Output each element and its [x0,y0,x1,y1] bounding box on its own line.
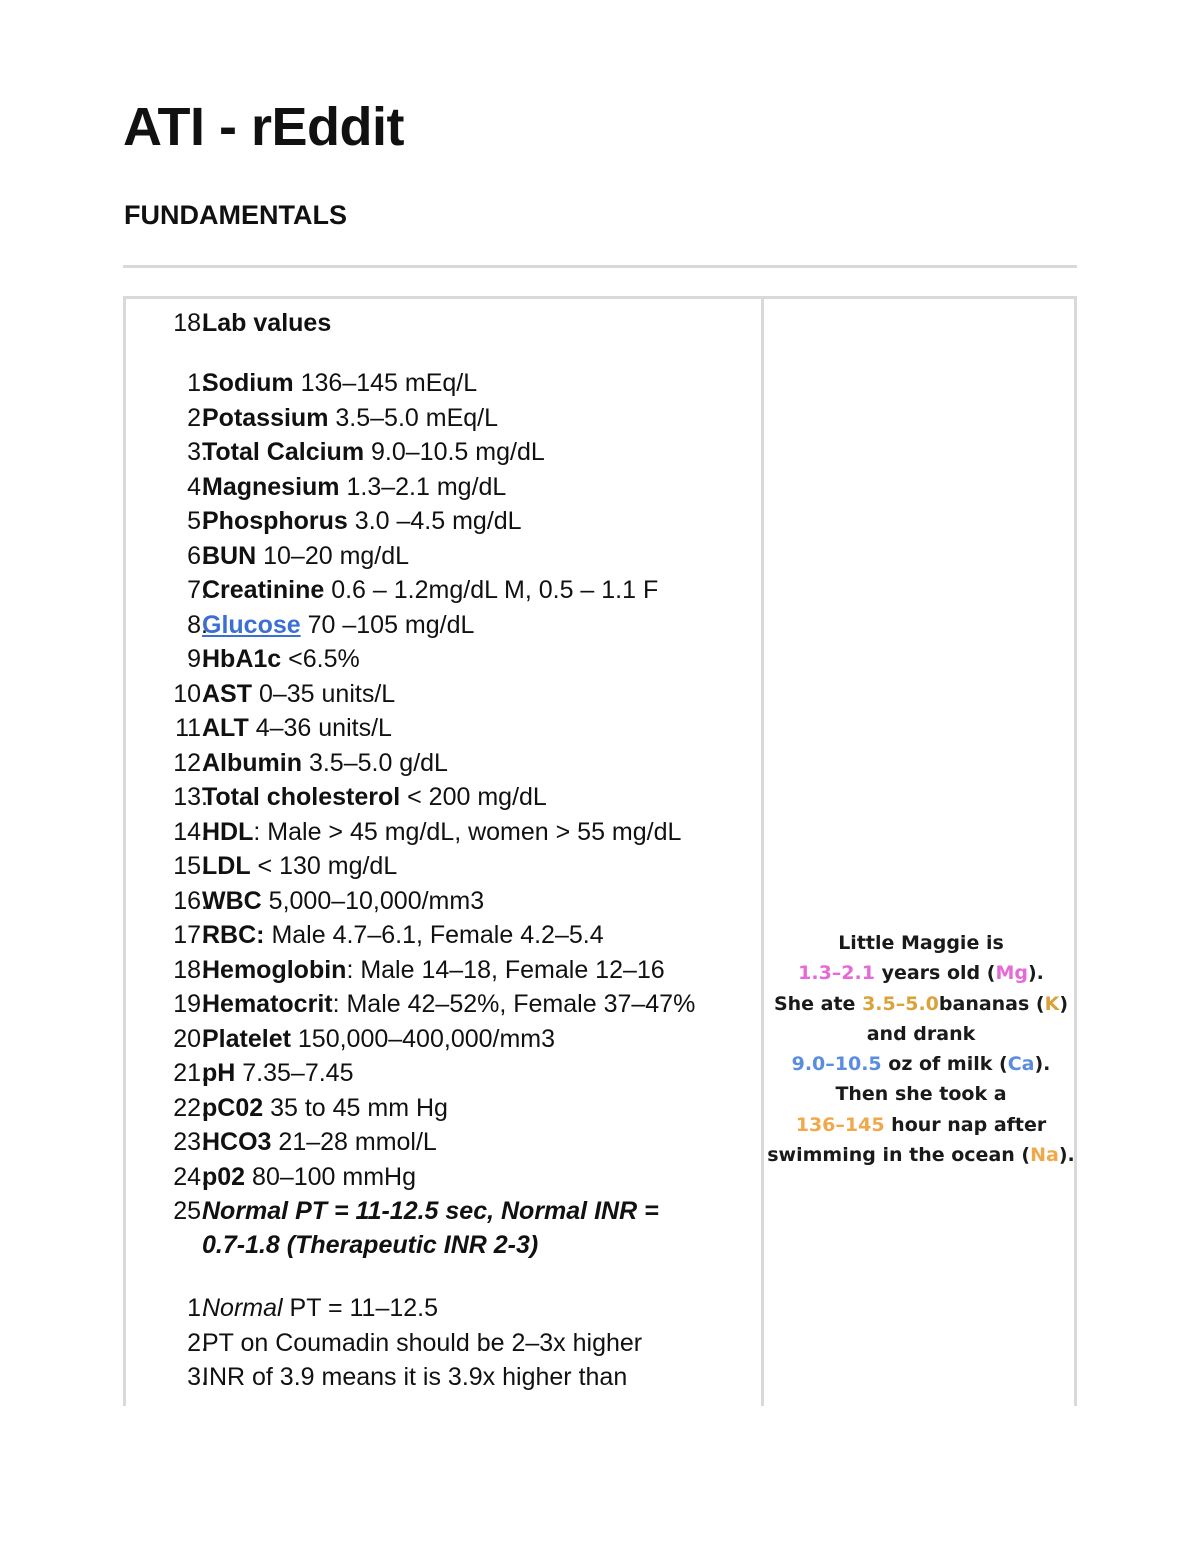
list-number: 8. [187,610,208,639]
lab-range: 1.3–2.1 mg/dL [339,472,507,501]
lab-name: HbA1c [202,645,282,673]
mnemonic-line: swimming in the ocean (Na). [767,1144,1075,1167]
notes-table [123,296,1077,1406]
lab-name: AST [202,679,252,708]
lab-range: 10–20 mg/dL [256,541,410,570]
lab-name: Total cholesterol [202,783,401,811]
list-number: 24. [173,1162,208,1191]
mnemonic-line: 1.3–2.1 years old (Mg). [798,962,1044,985]
lab-range: 4–36 units/L [248,714,392,742]
list-number: 14. [173,817,208,846]
mnemonic-note [766,928,1076,1170]
lab-range: : Male > 45 mg/dL, women > 55 mg/dL [253,817,682,846]
list-number: 1. [187,1294,208,1322]
list-number: 16. [173,886,208,915]
mnemonic-line: and drank [866,1022,976,1045]
lab-name: HDL [202,817,254,846]
lab-range: : Male 42–52%, Female 37–47% [332,990,696,1018]
sub-item-text: INR of 3.9 means it is 3.9x higher than [202,1363,628,1391]
table-border-top [123,296,1077,299]
document-title: ATI - rEddit [123,97,404,157]
mnemonic-line: Then she took a [835,1083,1007,1106]
list-number: 23. [173,1128,208,1156]
lab-range: 7.35–7.45 [235,1059,354,1087]
lab-range: 5,000–10,000/mm3 [261,886,485,915]
lab-range: 150,000–400,000/mm3 [290,1024,556,1053]
mnemonic-line: Little Maggie is [838,932,1004,954]
pt-inr-line-1: Normal PT = 11-12.5 sec, Normal INR = [202,1197,659,1225]
table-border-right [1074,296,1077,1406]
lab-name: RBC: [202,921,265,949]
lab-name: HCO3 [202,1128,272,1156]
lab-name: BUN [202,541,257,570]
lab-name: LDL [202,852,251,880]
list-number: 2. [187,403,208,432]
list-number: 4. [187,472,208,501]
horizontal-divider [123,265,1077,268]
lab-name: pH [202,1059,236,1087]
lab-range: 3.5–5.0 g/dL [302,748,448,777]
pt-inr-line-2: 0.7-1.8 (Therapeutic INR 2-3) [202,1231,539,1259]
lab-range: <6.5% [281,645,360,673]
lab-name: ALT [202,714,249,742]
list-number: 20. [173,1024,208,1053]
lab-range: 0.6 – 1.2mg/dL M, 0.5 – 1.1 F [324,576,659,604]
list-number: 2. [187,1328,208,1357]
mnemonic-line: She ate 3.5–5.0bananas (K) [773,992,1069,1015]
list-number: 3. [187,1363,208,1391]
mnemonic-line: 136–145 hour nap after [795,1113,1047,1136]
italic-text: Normal [202,1294,283,1322]
lab-range: 21–28 mmol/L [271,1128,437,1156]
lab-name: p02 [202,1162,246,1191]
lab-name: Hematocrit [202,990,333,1018]
list-number: 9. [187,645,208,673]
list-number: 18. [173,955,208,984]
lab-range: 70 –105 mg/dL [300,610,475,639]
list-number: 6. [187,541,208,570]
list-number: 21. [173,1059,208,1087]
lab-name: Creatinine [202,576,325,604]
mnemonic-line: 9.0–10.5 oz of milk (Ca). [791,1053,1051,1076]
list-number: 5. [187,507,208,535]
list-number: 22. [173,1093,208,1122]
table-border-left [123,296,126,1406]
lab-range: Male 4.7–6.1, Female 4.2–5.4 [264,921,604,949]
list-number: 1. [187,369,208,397]
lab-name: Potassium [202,403,329,432]
lab-name: Platelet [202,1024,291,1053]
list-number: 7. [187,576,208,604]
list-number: 18. [173,309,208,337]
sub-item-text: PT = 11–12.5 [282,1294,439,1322]
lab-range: 3.0 –4.5 mg/dL [347,507,522,535]
list-number: 15. [173,852,208,880]
lab-range: : Male 14–18, Female 12–16 [346,955,665,984]
lab-name: Total Calcium [202,438,365,466]
sub-item-text: PT on Coumadin should be 2–3x higher [202,1328,643,1357]
list-number: 3. [187,438,208,466]
lab-name: pC02 [202,1093,264,1122]
lab-name: Albumin [202,748,302,777]
lab-name: Magnesium [202,472,340,501]
lab-range: 3.5–5.0 mEq/L [328,403,498,432]
list-number: 12. [173,748,208,777]
lab-range: 9.0–10.5 mg/dL [364,438,545,466]
lab-range: < 130 mg/dL [250,852,398,880]
lab-range: 80–100 mmHg [245,1162,417,1191]
lab-range: 136–145 mEq/L [293,369,478,397]
list-number: 25. [173,1197,208,1225]
lab-name: Phosphorus [202,507,348,535]
table-column-divider [761,296,764,1406]
heading-label: Lab values [202,309,332,337]
glucose-link[interactable]: Glucose [202,610,301,639]
list-number: 19. [173,990,208,1018]
lab-range: 35 to 45 mm Hg [263,1093,448,1122]
lab-range: 0–35 units/L [252,679,396,708]
lab-range: < 200 mg/dL [400,783,547,811]
list-number: 11. [175,714,208,742]
lab-name: WBC [202,886,262,915]
section-heading: FUNDAMENTALS [124,200,347,230]
list-number: 10. [173,679,208,708]
lab-name: Sodium [202,369,294,397]
list-number: 13. [173,783,208,811]
list-number: 17. [173,921,208,949]
lab-name: Hemoglobin [202,955,347,984]
